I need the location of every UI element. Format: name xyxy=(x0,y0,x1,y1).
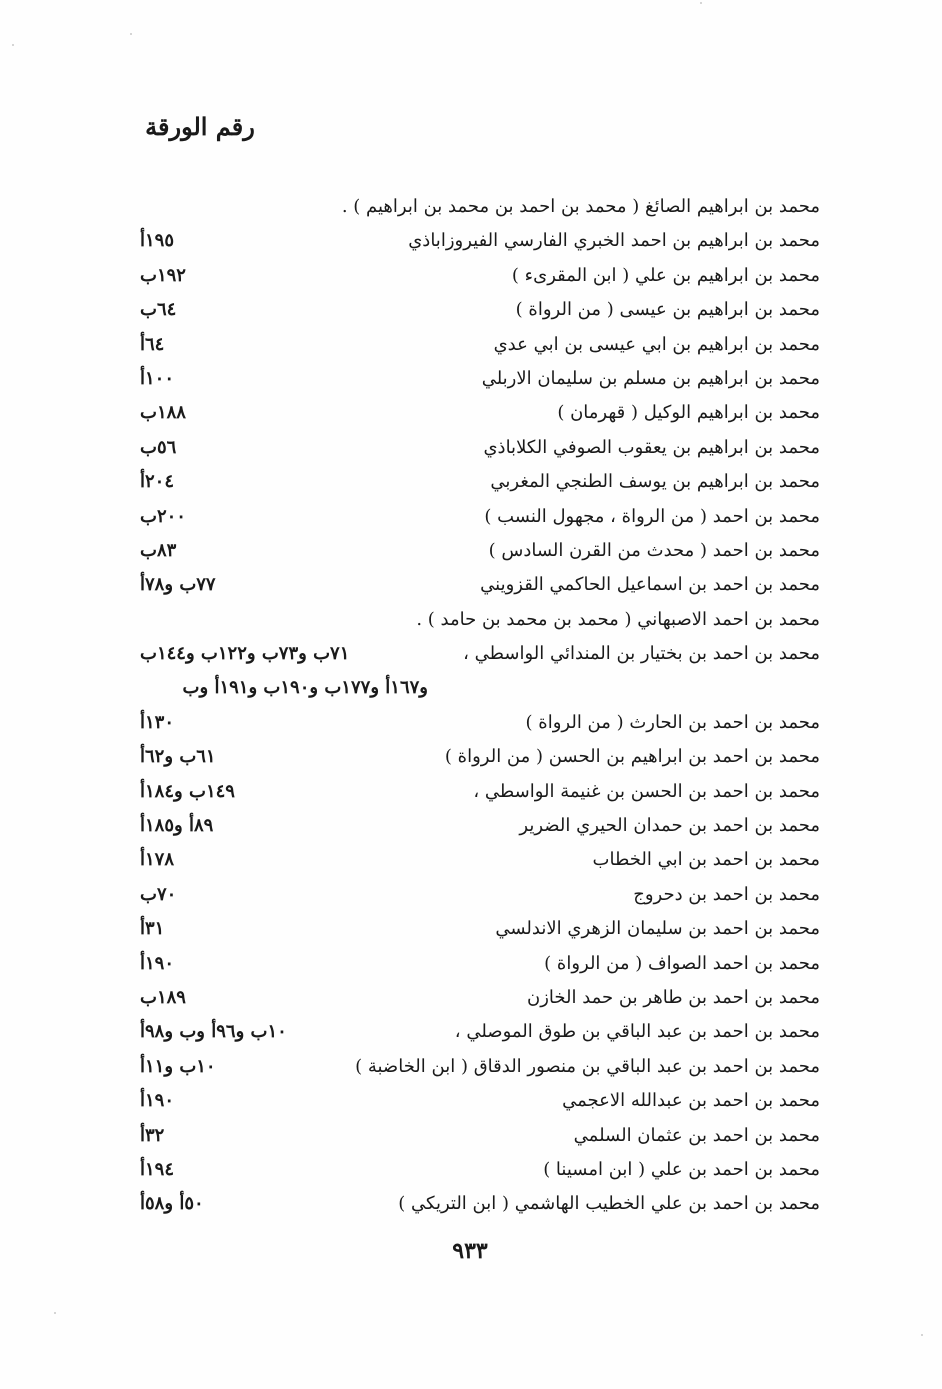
entry-name: محمد بن احمد بن حمدان الحيري الضرير xyxy=(519,815,820,837)
entry-name: محمد بن احمد بن الحارث ( من الرواة ) xyxy=(525,711,820,733)
index-entry xyxy=(140,981,820,1015)
index-entry xyxy=(140,1187,820,1221)
entry-name: محمد بن ابراهيم بن يعقوب الصوفي الكلاباذي xyxy=(483,436,820,458)
entry-name: محمد بن احمد ( من الرواة ، مجهول النسب ) xyxy=(484,505,820,527)
entry-name: محمد بن احمد بن عبدالله الاعجمي xyxy=(562,1090,820,1112)
entry-folio-ref: ٦١ب و٦٢أ xyxy=(140,746,216,768)
entry-folio-ref: ١٤٩ب و١٨٤أ xyxy=(140,780,235,802)
index-entry xyxy=(140,843,820,877)
entry-name: محمد بن احمد بن عبد الباقي بن منصور الدقاق ( ابن الخاضبة ) xyxy=(355,1055,820,1077)
page-header-title: رقم الورقة xyxy=(145,112,255,141)
index-entry xyxy=(140,1050,820,1084)
index-entry xyxy=(140,809,820,843)
index-entry xyxy=(140,259,820,293)
index-entry xyxy=(140,1015,820,1049)
entry-folio-ref: ٦٤ب xyxy=(140,299,177,321)
entry-name: محمد بن احمد بن اسماعيل الحاكمي القزويني xyxy=(480,574,820,596)
entry-name: محمد بن احمد بن عثمان السلمي xyxy=(573,1124,820,1146)
scan-speck xyxy=(130,33,132,35)
index-entry xyxy=(140,396,820,430)
entry-name: و١٦٧أ و١٧٧ب و١٩٠ب و١٩١أ وب xyxy=(182,677,428,699)
index-entry xyxy=(140,878,820,912)
index-entry-continuation xyxy=(140,671,820,705)
index-entry xyxy=(140,1084,820,1118)
entry-folio-ref: ٧٧ب و٧٨أ xyxy=(140,574,216,596)
index-entry xyxy=(140,465,820,499)
entry-name: محمد بن ابراهيم بن عيسى ( من الرواة ) xyxy=(515,299,820,321)
entry-folio-ref: ١٨٩ب xyxy=(140,986,186,1008)
entry-folio-ref: ١٠ب و٩٦أ وب و٩٨أ xyxy=(140,1021,287,1043)
index-entry xyxy=(140,947,820,981)
entry-name: محمد بن احمد بن طاهر بن حمد الخازن xyxy=(526,986,820,1008)
entry-folio-ref: ٨٩أ و١٨٥أ xyxy=(140,815,214,837)
index-entry xyxy=(140,500,820,534)
entry-folio-ref: ١٩٤أ xyxy=(140,1158,175,1180)
index-entries-list xyxy=(140,190,820,1222)
index-entry xyxy=(140,603,820,637)
index-entry xyxy=(140,328,820,362)
entry-name: محمد بن احمد بن علي الخطيب الهاشمي ( ابن التريكي ) xyxy=(398,1193,820,1215)
entry-name: محمد بن ابراهيم بن علي ( ابن المقرىء ) xyxy=(511,264,820,286)
entry-name: محمد بن احمد ( محدث من القرن السادس ) xyxy=(488,539,820,561)
index-entry xyxy=(140,706,820,740)
index-entry xyxy=(140,637,820,671)
entry-name: محمد بن ابراهيم بن ابي عيسى بن ابي عدي xyxy=(493,333,820,355)
entry-folio-ref: ٢٠٤أ xyxy=(140,471,175,493)
scan-speck xyxy=(12,44,14,46)
scan-speck xyxy=(54,1312,56,1314)
entry-folio-ref: ١٠ب و١١أ xyxy=(140,1055,216,1077)
index-entry xyxy=(140,568,820,602)
index-entry xyxy=(140,775,820,809)
index-entry xyxy=(140,912,820,946)
entry-folio-ref: ٢٠٠ب xyxy=(140,505,186,527)
entry-name: محمد بن احمد الاصبهاني ( محمد بن محمد بن حامد ) . xyxy=(416,608,820,630)
entry-name: محمد بن احمد بن الحسن بن غنيمة الواسطي ، xyxy=(473,780,820,802)
entry-folio-ref: ٣١أ xyxy=(140,918,165,940)
entry-name: محمد بن احمد بن عبد الباقي بن طوق الموصلي ، xyxy=(454,1021,820,1043)
entry-folio-ref: ١٧٨أ xyxy=(140,849,175,871)
entry-folio-ref: ١٨٨ب xyxy=(140,402,186,424)
scan-speck xyxy=(921,1334,923,1336)
index-entry xyxy=(140,224,820,258)
entry-folio-ref: ٧٠ب xyxy=(140,883,177,905)
entry-name: محمد بن احمد بن ابي الخطاب xyxy=(592,849,820,871)
index-entry xyxy=(140,293,820,327)
entry-name: محمد بن احمد بن بختيار بن المندائي الواسطي ، xyxy=(463,643,820,665)
entry-name: محمد بن احمد بن سليمان الزهري الاندلسي xyxy=(495,918,820,940)
index-entry xyxy=(140,1119,820,1153)
index-entry xyxy=(140,740,820,774)
entry-folio-ref: ١٩٥أ xyxy=(140,230,175,252)
index-entry xyxy=(140,1153,820,1187)
entry-name: محمد بن ابراهيم بن يوسف الطنجي المغربي xyxy=(490,471,820,493)
entry-folio-ref: ١٩٠أ xyxy=(140,1090,175,1112)
entry-folio-ref: ١٩٠أ xyxy=(140,952,175,974)
index-entry xyxy=(140,190,820,224)
entry-folio-ref: ٦٤أ xyxy=(140,333,165,355)
entry-folio-ref: ٨٣ب xyxy=(140,539,177,561)
entry-folio-ref: ٣٢أ xyxy=(140,1124,165,1146)
index-entry xyxy=(140,431,820,465)
entry-folio-ref: ١٩٢ب xyxy=(140,264,186,286)
entry-name: محمد بن ابراهيم الوكيل ( قهرمان ) xyxy=(557,402,820,424)
entry-name: محمد بن ابراهيم الصائغ ( محمد بن احمد بن محمد بن ابراهيم ) . xyxy=(341,196,820,217)
page-number: ٩٣٣ xyxy=(452,1238,488,1264)
entry-folio-ref: ٥٠أ و٥٨أ xyxy=(140,1193,204,1215)
entry-folio-ref: ٥٦ب xyxy=(140,436,177,458)
entry-name: محمد بن احمد بن دحروج xyxy=(633,883,820,905)
entry-name: محمد بن احمد بن علي ( ابن امسينا ) xyxy=(543,1158,820,1180)
index-entry xyxy=(140,534,820,568)
index-entry xyxy=(140,362,820,396)
entry-name: محمد بن ابراهيم بن مسلم بن سليمان الاربلي xyxy=(481,367,820,389)
entry-name: محمد بن احمد بن ابراهيم بن الحسن ( من الرواة ) xyxy=(444,746,820,768)
entry-folio-ref: ٧١ب و٧٣ب و١٢٢ب و١٤٤ب xyxy=(140,643,350,665)
entry-folio-ref: ١٠٠أ xyxy=(140,367,175,389)
entry-name: محمد بن احمد الصواف ( من الرواة ) xyxy=(544,952,820,974)
scan-speck xyxy=(700,2,702,4)
entry-folio-ref: ١٣٠أ xyxy=(140,711,175,733)
entry-name: محمد بن ابراهيم بن احمد الخبري الفارسي الفيروزاباذي xyxy=(408,230,820,252)
